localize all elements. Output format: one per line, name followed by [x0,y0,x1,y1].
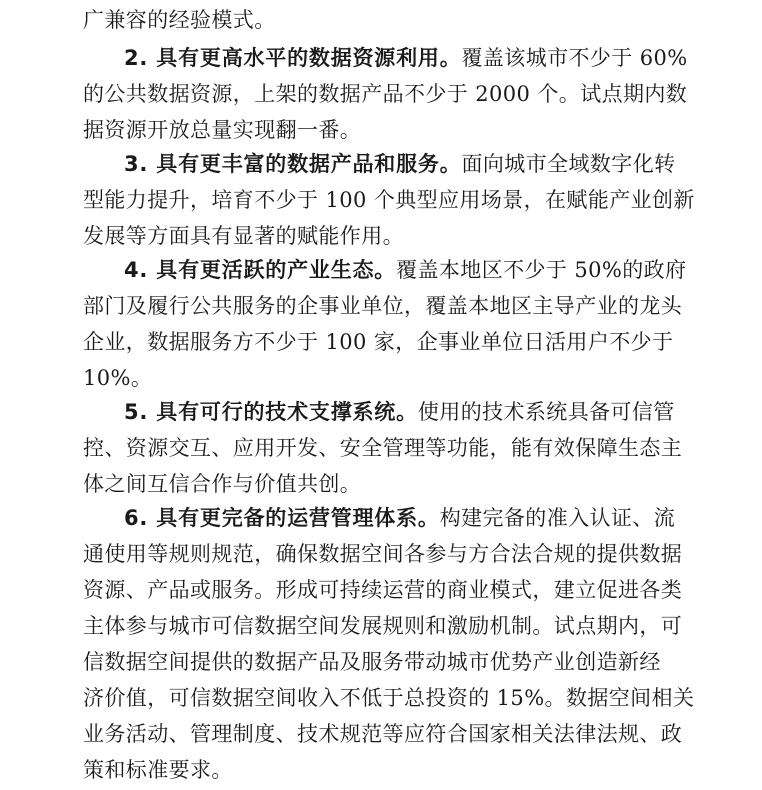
text-segment: 覆盖该城市不少于 60% [461,46,688,70]
text-segment: 体之间互信合作与价值共创。 [83,472,362,496]
text-segment: 面向城市全域数字化转 [461,152,676,176]
text-segment: 通使用等规则规范，确保数据空间各参与方合法合规的提供数据 [83,542,683,566]
text-segment: 覆盖本地区不少于 50%的政府 [396,258,687,282]
text-line [0,286,721,326]
text-segment: 部门及履行公共服务的企事业单位，覆盖本地区主导产业的龙头 [83,294,683,318]
section-5-heading-line [0,392,762,432]
text-segment: 济价值，可信数据空间收入不低于总投资的 15%。数据空间相关 [83,686,695,710]
text-segment: 主体参与城市可信数据空间发展规则和激励机制。试点期内，可 [83,614,683,638]
text-line [0,0,721,40]
section-heading: 6. 具有更完备的运营管理体系。 [124,506,440,530]
section-heading: 2. 具有更高水平的数据资源利用。 [124,46,462,70]
text-segment: 业务活动、管理制度、技术规范等应符合国家相关法律法规、政 [83,722,683,746]
text-segment: 据资源开放总量实现翻一番。 [83,118,362,142]
text-line [0,428,721,468]
text-segment: 使用的技术系统具备可信管 [417,400,675,424]
section-6-heading-line [0,498,762,538]
text-line [0,606,721,646]
text-segment: 策和标准要求。 [83,758,233,782]
text-segment: 发展等方面具有显著的赋能作用。 [83,224,404,248]
text-segment: 控、资源交互、应用开发、安全管理等功能，能有效保障生态主 [83,436,683,460]
text-segment: 信数据空间提供的数据产品及服务带动城市优势产业创造新经 [83,650,661,674]
text-segment: 广兼容的经验模式。 [83,8,276,32]
text-segment: 资源、产品或服务。形成可持续运营的商业模式，建立促进各类 [83,578,683,602]
section-heading: 5. 具有可行的技术支撑系统。 [124,400,418,424]
section-4-heading-line [0,250,762,290]
text-segment: 10%。 [83,366,153,390]
text-line [0,642,721,682]
text-line [0,714,721,754]
section-2-heading-line [0,38,762,78]
text-segment: 构建完备的准入认证、流 [439,506,676,530]
section-3-heading-line [0,144,762,184]
text-line [0,180,721,220]
text-line [0,74,721,114]
text-line [0,534,721,574]
text-segment: 的公共数据资源，上架的数据产品不少于 2000 个。试点期内数 [83,82,688,106]
text-segment: 企业，数据服务方不少于 100 家，企事业单位日活用户不少于 [83,330,674,354]
text-line [0,322,721,362]
text-segment: 型能力提升，培育不少于 100 个典型应用场景，在赋能产业创新 [83,188,695,212]
text-line [0,750,721,790]
text-line [0,678,721,718]
section-heading: 4. 具有更活跃的产业生态。 [124,258,397,282]
text-line [0,570,721,610]
section-heading: 3. 具有更丰富的数据产品和服务。 [124,152,462,176]
